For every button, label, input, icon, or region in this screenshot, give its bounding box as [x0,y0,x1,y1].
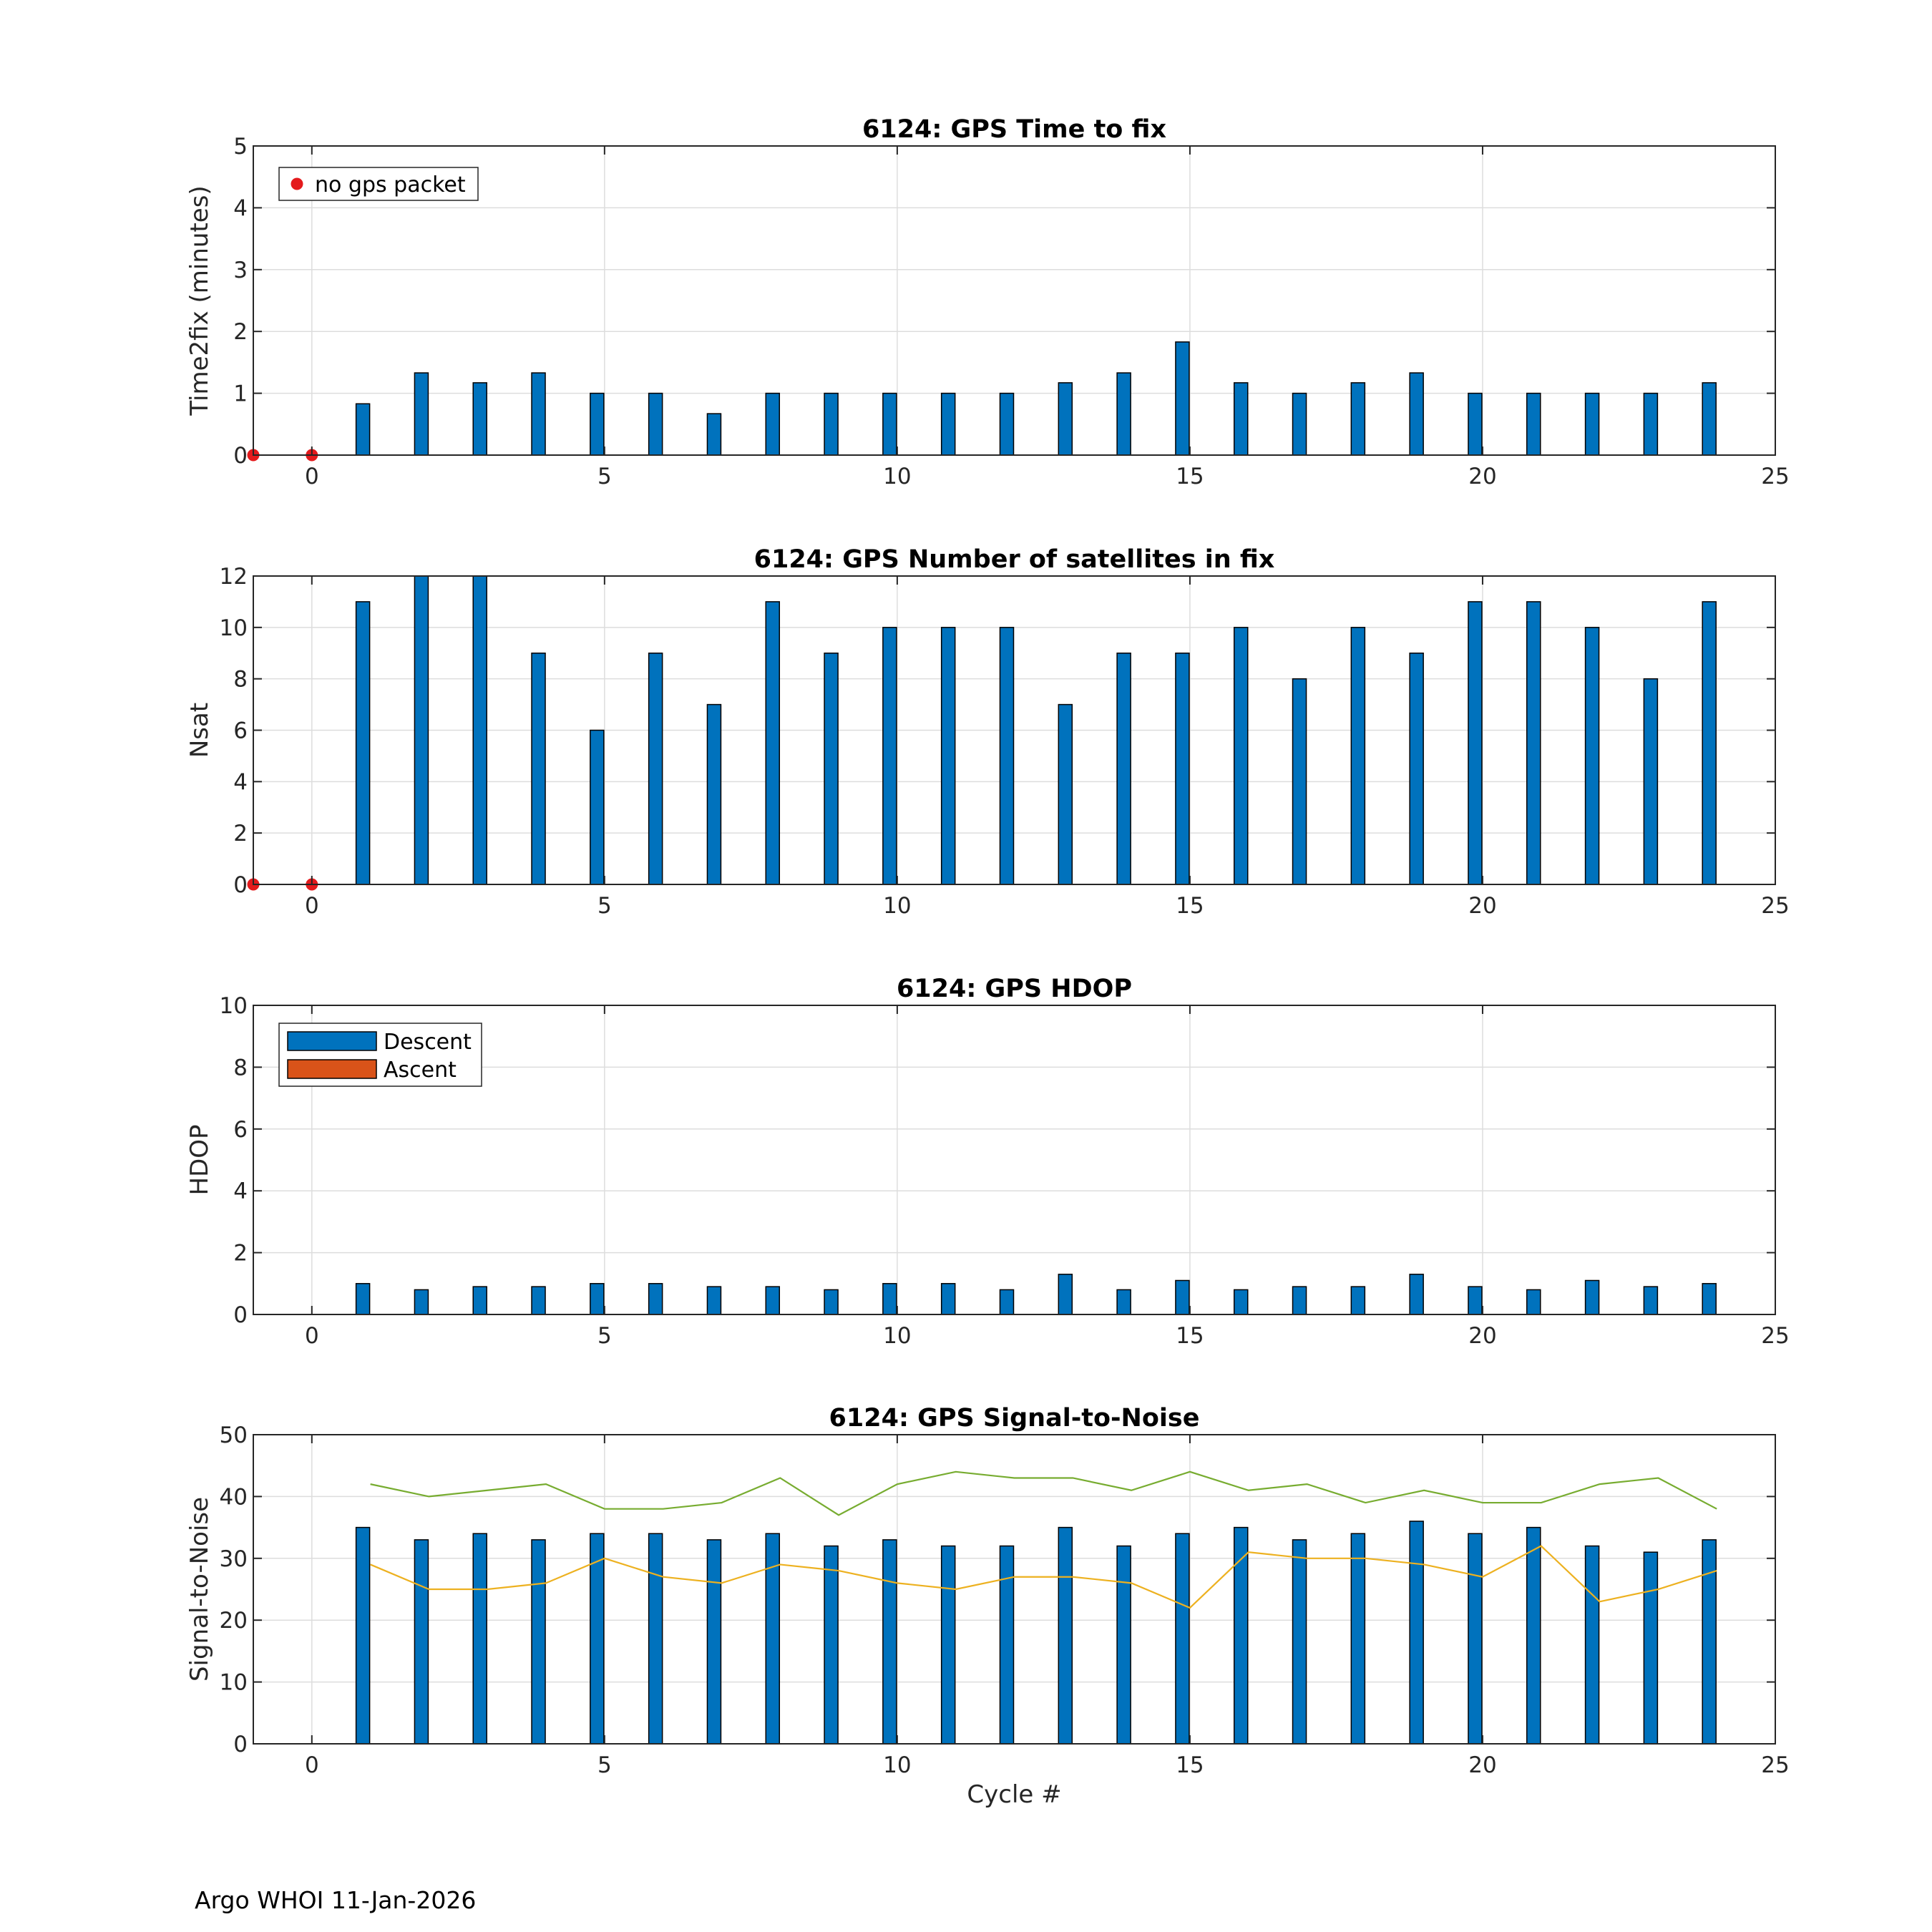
x-tick-label: 25 [1761,464,1790,489]
x-tick-label: 25 [1761,1323,1790,1349]
bar [1702,602,1716,884]
x-tick-label: 10 [883,893,912,919]
y-axis-label: Time2fix (minutes) [185,185,214,416]
bar [356,404,370,455]
bar [707,705,721,884]
y-axis-label: Nsat [185,702,214,758]
bar [473,383,487,455]
x-tick-label: 15 [1176,464,1204,489]
bar [1527,602,1541,884]
x-tick-label: 15 [1176,893,1204,919]
bar [824,1546,838,1744]
y-axis-label: Signal-to-Noise [185,1496,214,1682]
bar [1000,1289,1014,1314]
y-tick-label: 4 [233,769,248,796]
bar [1468,394,1482,455]
y-tick-label: 6 [233,1116,248,1143]
bar [356,602,370,884]
bar [824,394,838,455]
bar [1351,1533,1365,1744]
bar [1468,1533,1482,1744]
bar [414,576,428,884]
bar [356,1528,370,1744]
legend-swatch-descent [288,1032,376,1050]
y-tick-label: 8 [233,666,248,693]
bar [1293,1540,1307,1744]
x-tick-label: 0 [304,893,319,919]
bar [590,394,604,455]
bar [414,1289,428,1314]
bar [883,1540,897,1744]
bar [473,1287,487,1314]
bar [942,394,955,455]
bar [1117,1546,1131,1744]
bar [1351,628,1365,884]
bar [766,1287,779,1314]
bar [1468,602,1482,884]
bar [1586,1546,1599,1744]
y-tick-label: 30 [219,1546,248,1572]
bar [414,373,428,455]
bar [1293,679,1307,884]
bar [1293,394,1307,455]
bar [1527,1528,1541,1744]
bar [1058,1274,1072,1314]
x-tick-label: 0 [304,1752,319,1778]
y-tick-label: 50 [219,1423,248,1448]
y-tick-label: 0 [233,443,248,469]
bar [590,1284,604,1314]
bar [1117,373,1131,455]
bar [707,414,721,455]
y-tick-label: 0 [233,1732,248,1757]
bar [1058,705,1072,884]
bar [1176,1533,1189,1744]
x-tick-label: 25 [1761,1752,1790,1778]
bar [473,1533,487,1744]
bar [590,1533,604,1744]
bar [1586,1280,1599,1314]
bar [1058,1528,1072,1744]
bar [942,1284,955,1314]
x-tick-label: 15 [1176,1752,1204,1778]
y-tick-label: 4 [233,1179,248,1205]
bar [824,653,838,884]
y-tick-label: 6 [233,718,248,744]
y-tick-label: 3 [233,257,248,283]
bar [1644,1552,1657,1744]
y-tick-label: 10 [219,615,248,641]
bar [649,653,663,884]
y-tick-label: 0 [233,872,248,898]
bar [473,576,487,884]
y-axis-label: HDOP [185,1124,214,1196]
x-tick-label: 20 [1468,893,1497,919]
bar [1000,628,1014,884]
x-tick-label: 0 [304,464,319,489]
bar [1702,1284,1716,1314]
bar [1644,1287,1657,1314]
bar [1410,373,1423,455]
bar [1702,383,1716,455]
y-tick-label: 2 [233,1240,248,1267]
x-tick-label: 20 [1468,464,1497,489]
bar [1234,383,1248,455]
bar [1586,394,1599,455]
bar [1176,342,1189,455]
legend-label-descent: Descent [384,1030,472,1055]
chart-title: 6124: GPS HDOP [896,975,1133,1003]
bar [1644,394,1657,455]
y-tick-label: 2 [233,319,248,346]
bar [1117,1289,1131,1314]
x-tick-label: 5 [597,464,612,489]
bar [1410,653,1423,884]
legend-marker [291,178,303,190]
x-tick-label: 5 [597,1752,612,1778]
bar [883,628,897,884]
bar [1234,628,1248,884]
bar [1527,394,1541,455]
chart-panel-3 [185,975,1790,1349]
chart-panel-4 [185,1404,1790,1809]
bar [649,394,663,455]
bar [707,1540,721,1744]
bar [766,394,779,455]
bar [1351,383,1365,455]
bar [414,1540,428,1744]
y-tick-label: 0 [233,1302,248,1328]
bar [356,1284,370,1314]
bar [1117,653,1131,884]
bar [1176,1280,1189,1314]
footer-text: Argo WHOI 11-Jan-2026 [195,1886,477,1914]
y-tick-label: 10 [219,993,248,1019]
bar [942,628,955,884]
legend-label-ascent: Ascent [384,1058,457,1083]
bar [1410,1521,1423,1744]
bar [1586,628,1599,884]
bar [532,1287,545,1314]
bar [1000,1546,1014,1744]
legend-label: no gps packet [315,172,466,197]
bar [824,1289,838,1314]
bar [1527,1289,1541,1314]
y-tick-label: 4 [233,195,248,222]
x-tick-label: 10 [883,1323,912,1349]
y-tick-label: 5 [233,134,248,160]
x-tick-label: 20 [1468,1752,1497,1778]
legend-swatch-ascent [288,1060,376,1078]
chart-panel-1 [185,115,1790,489]
bar [532,1540,545,1744]
x-tick-label: 10 [883,464,912,489]
bar [1234,1289,1248,1314]
bar [532,373,545,455]
chart-title: 6124: GPS Number of satellites in fix [753,545,1275,574]
chart-title: 6124: GPS Signal-to-Noise [829,1404,1200,1433]
y-tick-label: 10 [219,1669,248,1696]
bar [883,394,897,455]
x-tick-label: 20 [1468,1323,1497,1349]
y-tick-label: 12 [219,564,248,590]
bar [766,602,779,884]
bar [1000,394,1014,455]
y-tick-label: 40 [219,1484,248,1511]
y-tick-label: 8 [233,1055,248,1081]
bar [649,1533,663,1744]
bar [1468,1287,1482,1314]
bar [1410,1274,1423,1314]
bar [649,1284,663,1314]
x-tick-label: 0 [304,1323,319,1349]
bar [1176,653,1189,884]
x-tick-label: 25 [1761,893,1790,919]
bar [1351,1287,1365,1314]
bar [1702,1540,1716,1744]
chart-panel-2 [185,545,1790,919]
bar [1293,1287,1307,1314]
chart-title: 6124: GPS Time to fix [862,115,1167,144]
x-tick-label: 5 [597,893,612,919]
bar [942,1546,955,1744]
bar [590,731,604,885]
y-tick-label: 1 [233,381,248,407]
bar [532,653,545,884]
x-tick-label: 15 [1176,1323,1204,1349]
x-tick-label: 5 [597,1323,612,1349]
y-tick-label: 2 [233,821,248,847]
x-axis-label: Cycle # [967,1780,1062,1809]
bar [1644,679,1657,884]
bar [707,1287,721,1314]
bar [883,1284,897,1314]
y-tick-label: 20 [219,1608,248,1634]
bar [1058,383,1072,455]
x-tick-label: 10 [883,1752,912,1778]
